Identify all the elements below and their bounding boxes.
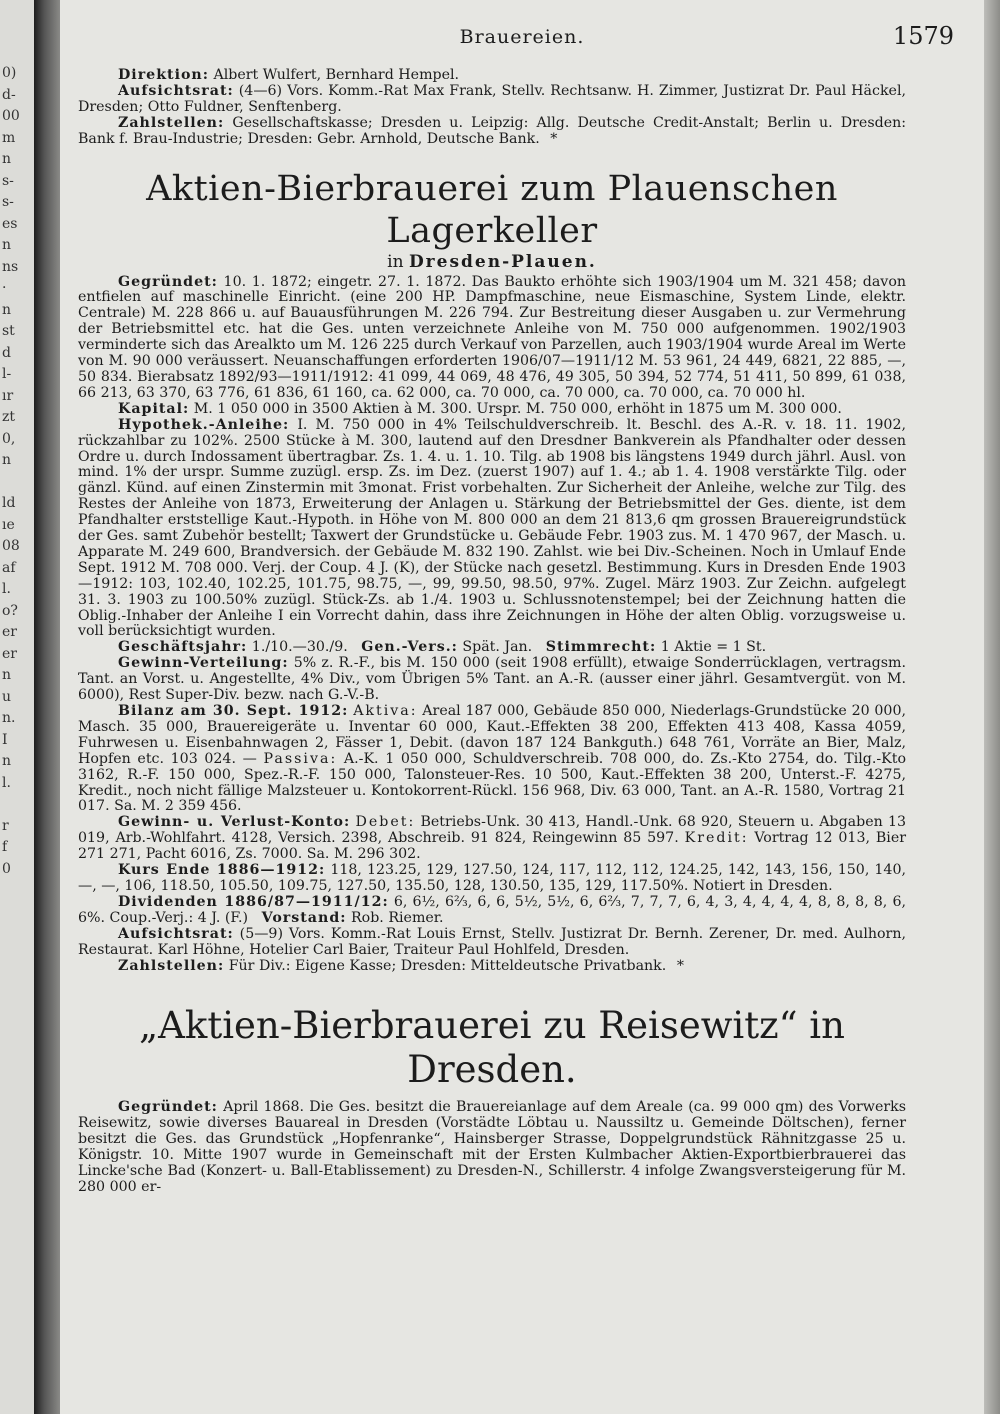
hypothek-anleihe bbox=[78, 418, 906, 641]
margin-fragment: zt bbox=[2, 409, 16, 425]
text: 1./10.—30./9. bbox=[251, 639, 348, 656]
margin-fragment: ns bbox=[2, 258, 19, 275]
margin-fragment: n bbox=[2, 151, 12, 167]
text: April 1868. Die Ges. besitzt die Brauereianlage auf dem Areale (ca. 99 000 qm) des Vorwerks Reisewitz, sowie diverses Bauareal in Dresden (Vorstädte Löbtau u. Naussiltz u. Gemeinde Döltschen), ferner besitzt die Ges. das Grundstück „Hopfenranke“, Hainsberger Strasse, Doppelgrundstück Rähnitzgasse 25 u. Königstr. 10. Mitte 1907 wurde in Gemeinschaft mit der Ersten Kulmbacher Aktien-Exportbierbrauerei das Lincke'sche Bad (Konzert- u. Ball-Etablissement) zu Dresden-N., Schillerstr. 4 infolge Zwangsversteigerung für M. 280 000 er- bbox=[78, 1099, 907, 1195]
geschaeftsjahr bbox=[78, 640, 906, 656]
label: Gegründet: bbox=[118, 273, 218, 290]
kurs bbox=[78, 863, 906, 895]
text: M. 1 050 000 in 3500 Aktien à M. 300. Urspr. M. 750 000, erhöht in 1875 um M. 300 000. bbox=[193, 400, 842, 417]
label: Hypothek.-Anleihe: bbox=[118, 416, 290, 433]
prev-direktion bbox=[78, 68, 906, 84]
text: Spät. Jan. bbox=[462, 639, 533, 656]
margin-fragment: er bbox=[2, 645, 17, 662]
margin-fragment: es bbox=[2, 215, 18, 232]
text: Albert Wulfert, Bernhard Hempel. bbox=[213, 67, 460, 83]
margin-fragment: 0 bbox=[2, 860, 11, 877]
gegruendet bbox=[78, 1100, 906, 1195]
prev-zahlstellen bbox=[78, 116, 906, 148]
margin-fragment: u bbox=[2, 688, 12, 705]
margin-fragment: ıe bbox=[2, 516, 15, 533]
label: Direktion: bbox=[118, 67, 209, 83]
margin-fragment: d bbox=[2, 344, 11, 361]
company-title: Aktien-Bierbrauerei zum Plauenschen Lagerkeller bbox=[146, 168, 838, 251]
margin-fragment: l- bbox=[2, 366, 12, 382]
margin-fragment: ır bbox=[2, 387, 14, 404]
aktiva-label: Aktiva: bbox=[353, 703, 418, 719]
label: Kapital: bbox=[118, 400, 190, 417]
margin-fragment: 0) bbox=[2, 65, 17, 81]
margin-fragment: s- bbox=[2, 172, 14, 189]
text: Vortrag 12 013, Bier 271 271, Pacht 6016, Zs. 7000. Sa. M. 296 302. bbox=[78, 830, 906, 863]
text: Für Div.: Eigene Kasse; Dresden: Mitteldeutsche Privatbank. bbox=[228, 957, 667, 974]
margin-fragment: 00 bbox=[2, 108, 20, 124]
location-city: Dresden-Plauen. bbox=[408, 251, 597, 272]
margin-fragment: m bbox=[2, 129, 16, 146]
label: Aufsichtsrat: bbox=[118, 82, 234, 99]
text: 5% z. R.-F., bis M. 150 000 (seit 1908 erfüllt), etwaige Sonderrücklagen, vertragsm. Tant. an Vorst. u. Angestellte, 4% Div., vom Übrigen 5% Tant. an A.-R. (ausser einer jährl. Gesamtvergüt. von M. 6000), Rest Super-Div. bezw. nach G.-V.-B. bbox=[78, 655, 906, 704]
text: 118, 123.25, 129, 127.50, 124, 117, 112, 112, 124.25, 142, 143, 156, 150, 140, —, —, 106, 118.50, 105.50, 109.75, 127.50, 135.50, 128, 130.50, 135, 129, 117.50%. Notiert in Dresden. bbox=[78, 862, 906, 894]
margin-fragment: d- bbox=[2, 86, 16, 103]
margin-fragment: r bbox=[2, 817, 9, 834]
gewinn-verlust-konto bbox=[78, 815, 906, 863]
text: Areal 187 000, Gebäude 850 000, Niederlags-Grundstücke 20 000, Masch. 35 000, Brauereigeräte u. Inventar 60 000, Kaut.-Effekten 38 200, Effekten 413 408, Kassa 4059, Fuhrwesen u. Eisenbahnwagen 2, Fässer 1, Debit. (davon 187 124 Bankguth.) 648 761, Vorräte an Bier, Malz, Hopfen etc. 103 024. — bbox=[78, 703, 906, 767]
margin-fragment: af bbox=[2, 559, 16, 576]
text: 1 Aktie = 1 St. bbox=[660, 639, 767, 656]
label: Geschäftsjahr: bbox=[118, 639, 248, 656]
margin-fragment: · bbox=[2, 280, 7, 296]
margin-fragment: s- bbox=[2, 194, 14, 210]
label: Dividenden 1886/87—1911/12: bbox=[118, 893, 389, 910]
margin-fragment: st bbox=[2, 323, 15, 339]
margin-fragment: er bbox=[2, 624, 17, 640]
margin-fragment: n bbox=[2, 301, 12, 318]
running-head: Brauereien. bbox=[459, 26, 585, 48]
text: (5—9) Vors. Komm.-Rat Louis Ernst, Stellv. Justizrat Dr. Bernh. Zerener, Dr. med. Aulhorn, Restaurat. Karl Höhne, Hotelier Carl Baier, Traiteur Paul Hohlfeld, Dresden. bbox=[78, 925, 906, 958]
label: Aufsichtsrat: bbox=[118, 925, 234, 942]
passiva-label: Passiva: bbox=[263, 750, 338, 767]
margin-fragment: n bbox=[2, 753, 12, 769]
label: Zahlstellen: bbox=[118, 114, 225, 131]
label: Vorstand: bbox=[261, 909, 347, 926]
text: I. M. 750 000 in 4% Teilschuldverschreib. lt. Beschl. des A.-R. v. 18. 11. 1902, rückzahlbar zu 102%. 2500 Stücke à M. 300, lautend auf den Dresdner Bankverein als Pfandhalter oder dessen Ordre u. durch Indossament übertragbar. Zs. 1. 4. u. 1. 10. Tilg. ab 1908 bis längstens 1949 durch jährl. Ausl. von mind. 1% der urspr. Summe zuzügl. ersp. Zs. im Dez. (zuerst 1907) auf 1. 4.; ab 1. 4. 1908 verstärkte Tilg. oder gänzl. Künd. auf einen Zinstermin mit 3monat. Frist vorbehalten. Zur Sicherheit der Anleihe, welche zur Tilg. des Restes der Anleihe von 1873, Erweiterung der Anlagen u. Stärkung der Betriebsmittel der Ges. diente, ist dem Pfandhalter erststellige Kaut.-Hypoth. in Höhe von M. 800 000 an dem 21 813,6 qm grossen Brauereigrundstück der Ges. samt Zubehör bestellt; Taxwert der Grundstücke u. Gebäude Febr. 1903 zus. M. 1 470 967, der Masch. u. Apparate M. 249 600, Brandversich. der Gebäude M. 832 190. Zahlst. wie bei Div.-Scheinen. Noch in Umlauf Ende Sept. 1912 M. 708 000. Verj. der Coup. 4 J. (K), der Stücke nach gesetzl. Bestimmung. Kurs in Dresden Ende 1903—1912: 103, 102.40, 102.25, 101.75, 98.75, —, 99, 99.50, 98.50, 97%. Zugel. März 1903. Zur Zeichn. aufgelegt 31. 3. 1903 zu 100.50% zuzügl. Stück-Zs. ab 1./4. 1903 u. Schlussnotenstempel; bei der Zeichnung hatten die Oblig.-Inhaber der Anleihe I ein Vorrecht dahin, dass ihre Zeichnungen in Höhe der alten Oblig. vorzugsweise u. voll berücksichtigt wurden. bbox=[78, 416, 906, 640]
debet-label: Debet: bbox=[355, 814, 416, 831]
adjacent-page-margin bbox=[0, 0, 37, 1414]
label: Gegründet: bbox=[118, 1099, 218, 1116]
margin-fragment: f bbox=[2, 839, 8, 855]
label: Bilanz am 30. Sept. 1912: bbox=[118, 703, 349, 719]
margin-fragment: l. bbox=[2, 774, 11, 791]
text: Rob. Riemer. bbox=[351, 909, 444, 926]
margin-fragment: n bbox=[2, 452, 12, 468]
label: Zahlstellen: bbox=[118, 957, 225, 974]
text: 6, 6½, 6⅔, 6, 6, 5½, 5½, 6, 6⅔, 7, 7, 7, 6, 4, 3, 4, 4, 4, 4, 8, 8, 8, 8, 6, 6%. Coup.-Verj.: 4 J. (F.) bbox=[78, 893, 906, 926]
margin-fragment: n bbox=[2, 667, 12, 683]
label: Stimmrecht: bbox=[545, 639, 657, 656]
label: Gen.-Vers.: bbox=[361, 639, 458, 656]
text: 10. 1. 1872; eingetr. 27. 1. 1872. Das Baukto erhöhte sich 1903/1904 um M. 321 458; davon entfielen auf maschinelle Einricht. (eine 200 HP. Dampfmaschine, neue Eismaschine, System Linde, elektr. Centrale) M. 228 866 u. auf Bauausführungen M. 226 794. Zur Bestreitung dieser Ausgaben u. zur Vermehrung der Betriebsmittel etc. hat die Ges. unten verzeichnete Anleihe von M. 750 000 aufgenommen. 1902/1903 verminderte sich das Arealkto um M. 126 225 durch Verkauf von Parzellen, auch 1903/1904 wurde Areal im Werte von M. 90 000 veräussert. Neuanschaffungen erforderten 1906/07—1911/12 M. 53 961, 24 449, 6821, 22 885, —, 50 834. Bierabsatz 1892/93—1911/1912: 41 099, 44 069, 48 476, 49 305, 50 394, 52 774, 51 411, 50 899, 61 038, 66 213, 63 370, 63 776, 61 836, 61 160, ca. 62 000, ca. 70 000, ca. 70 000, ca. 70 000, ca. 70 000 hl. bbox=[78, 273, 907, 401]
end-mark: * bbox=[550, 130, 558, 147]
company-title: „Aktien-Bierbrauerei zu Reisewitz“ in Dresden. bbox=[139, 1004, 845, 1092]
text: Gesellschaftskasse; Dresden u. Leipzig: Allg. Deutsche Credit-Anstalt; Berlin u. Dresden: Bank f. Brau-Industrie; Dresden: Gebr. Arnhold, Deutsche Bank. bbox=[78, 114, 907, 147]
location-prefix: in bbox=[387, 251, 404, 272]
page-content bbox=[78, 68, 906, 1196]
text: Betriebs-Unk. 30 413, Handl.-Unk. 68 920, Steuern u. Abgaben 13 019, Arb.-Wohlfahrt. 4128, Versich. 2398, Abschreib. 91 824, Reingewinn 85 597. bbox=[78, 814, 907, 847]
page-edge bbox=[984, 0, 1000, 1414]
kredit-label: Kredit: bbox=[684, 830, 749, 847]
page-header bbox=[60, 22, 984, 52]
gegruendet bbox=[78, 275, 906, 402]
bilanz bbox=[78, 704, 906, 815]
aufsichtsrat bbox=[78, 927, 906, 959]
text: A.-K. 1 050 000, Schuldverschreib. 708 000, do. Zs.-Kto 2754, do. Tilg.-Kto 3162, R.-F. 150 000, Spez.-R.-F. 150 000, Talonsteuer-Res. 10 500, Kaut.-Effekten 38 200, Unterst.-F. 4275, Kredit., noch nicht fällige Malzsteuer u. Kontokorrent-Rückl. 156 968, Div. 63 000, Tant. an A.-R. 1580, Vortrag 21 017. Sa. M. 2 359 456. bbox=[78, 750, 907, 815]
text: (4—6) Vors. Komm.-Rat Max Frank, Stellv. Rechtsanw. H. Zimmer, Justizrat Dr. Paul Häckel, Dresden; Otto Fuldner, Senftenberg. bbox=[78, 82, 906, 115]
book-spine bbox=[34, 0, 60, 1414]
label: Kurs Ende 1886—1912: bbox=[118, 862, 326, 879]
margin-fragment: n. bbox=[2, 710, 16, 726]
company-location bbox=[78, 252, 906, 272]
margin-fragment: n bbox=[2, 237, 12, 253]
margin-fragment: I bbox=[2, 731, 8, 748]
kapital bbox=[78, 402, 906, 418]
margin-fragment: 0, bbox=[2, 430, 16, 447]
gewinn-verteilung bbox=[78, 656, 906, 704]
label: Gewinn- u. Verlust-Konto: bbox=[118, 814, 351, 831]
label: Gewinn-Verteilung: bbox=[118, 655, 289, 672]
end-mark: * bbox=[676, 957, 684, 974]
dividenden bbox=[78, 895, 906, 927]
margin-fragment: 08 bbox=[2, 538, 20, 554]
margin-fragment: o? bbox=[2, 602, 18, 619]
prev-aufsichtsrat bbox=[78, 84, 906, 116]
zahlstellen bbox=[78, 959, 906, 975]
margin-fragment: ld bbox=[2, 495, 16, 511]
margin-fragment: l. bbox=[2, 581, 11, 597]
page-number: 1579 bbox=[892, 22, 954, 50]
